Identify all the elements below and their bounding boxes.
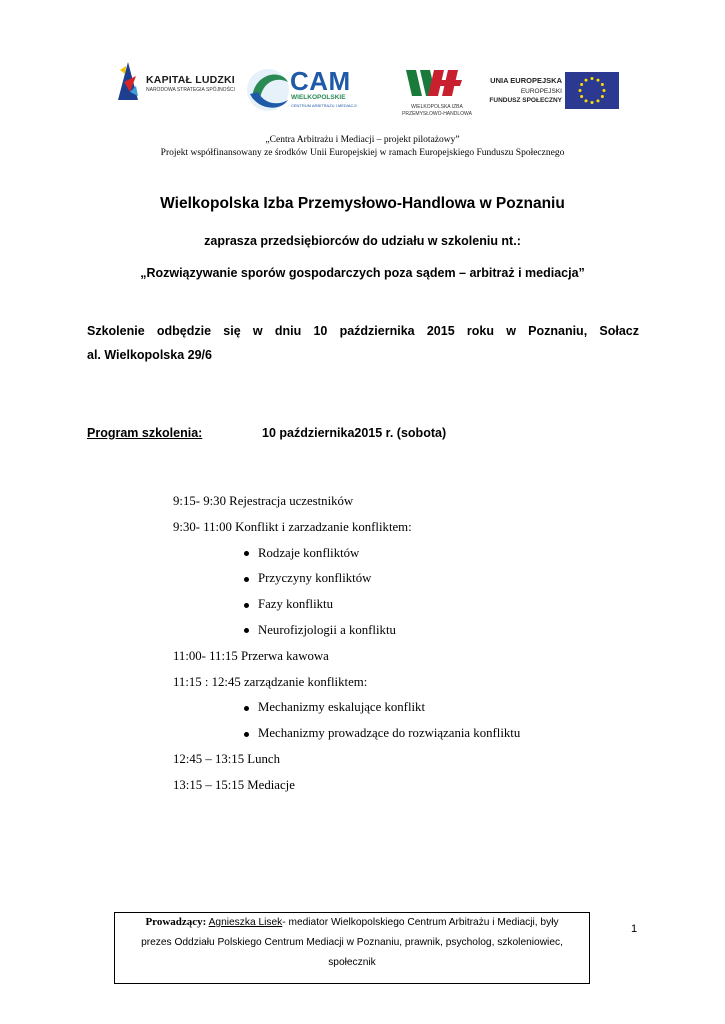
eu-star-icon [579,89,582,92]
agenda-item: 9:30- 11:00 Konflikt i zarzadzanie konfliktem: [173,519,412,534]
program-label: Program szkolenia: [87,426,203,440]
eu-star-icon [580,83,583,86]
agenda-bullet: Mechanizmy eskalujące konflikt [173,698,520,724]
trainer-line1 [115,913,589,933]
kapital-ludzki-subtitle: NARODOWA STRATEGIA SPÓJNOŚCI [146,87,235,93]
wiph-logo [396,66,476,122]
kapital-ludzki-logo [112,60,237,106]
agenda-bullet: Mechanizmy prowadzące do rozwiązania konfliktu [173,724,520,750]
bullet-icon [244,577,249,582]
wiph-name [402,104,472,118]
wiph-line1: WIELKOPOLSKA IZBA [411,104,463,110]
kapital-ludzki-flag-icon [116,62,140,100]
cam-name: CAM [290,66,351,96]
eu-star-icon [601,95,604,98]
agenda-item: 13:15 – 15:15 Mediacje [173,777,295,792]
training-topic: „Rozwiązywanie sporów gospodarczych poza sądem – arbitraż i mediacja” [140,266,585,280]
trainer-line3: społecznik [328,957,376,968]
cofinancing-line: Projekt współfinansowany ze środków Unii Europejskiej w ramach Europejskiego Funduszu Społecznego [160,148,565,158]
kapital-ludzki-name: KAPITAŁ LUDZKI [146,74,235,86]
agenda-list [173,492,520,802]
agenda-item: 11:00- 11:15 Przerwa kawowa [173,648,329,663]
agenda-item: 12:45 – 13:15 Lunch [173,751,280,766]
bullet-icon [244,706,249,711]
eu-star-icon [591,101,594,104]
training-date-line: Szkolenie odbędzie się w dniu 10 października 2015 roku w Poznaniu, Sołacz [87,324,639,338]
agenda-item: 11:15 : 12:45 zarządzanie konfliktem: [173,674,368,689]
eu-star-icon [585,99,588,102]
eu-line1: UNIA EUROPEJSKA [490,76,562,85]
project-name-line: „Centra Arbitrażu i Mediacji – projekt pilotażowy” [265,135,460,145]
eu-star-icon [591,77,594,80]
wiph-mark-icon [396,66,476,102]
page-number: 1 [631,923,638,935]
agenda-bullet: Przyczyny konfliktów [173,569,520,595]
eu-star-icon [597,99,600,102]
eu-line3: FUNDUSZ SPOŁECZNY [489,97,562,104]
training-address-line: al. Wielkopolska 29/6 [87,348,212,362]
agenda-bullet: Neurofizjologii a konfliktu [173,621,520,647]
eu-line2: EUROPEJSKI [520,88,562,95]
eu-star-icon [603,89,606,92]
bullet-icon [244,732,249,737]
agenda-bullet: Rodzaje konfliktów [173,544,520,570]
trainer-info-box [114,912,590,984]
trainer-label: Prowadzący: [145,916,207,928]
eu-star-icon [601,83,604,86]
agenda-item: 9:15- 9:30 Rejestracja uczestników [173,494,354,508]
invitation-line: zaprasza przedsiębiorców do udziału w szkoleniu nt.: [204,234,521,248]
wiph-line2: PRZEMYSŁOWO-HANDLOWA [402,111,472,117]
eu-star-icon [580,95,583,98]
agenda-bullet: Fazy konfliktu [173,595,520,621]
eu-logo-text [484,76,562,104]
cam-subtitle: WIELKOPOLSKIE [291,94,346,101]
cam-logo [246,64,386,116]
eu-flag-icon [565,72,619,109]
bullet-icon [244,603,249,608]
eu-star-icon [585,79,588,82]
document-title: Wielkopolska Izba Przemysłowo-Handlowa w Poznaniu [160,195,565,212]
trainer-name: Agnieszka Lisek [208,917,283,928]
program-date: 10 października2015 r. (sobota) [262,426,447,440]
eu-star-icon [597,79,600,82]
cam-tagline: CENTRUM ARBITRAŻU I MEDIACJI [291,103,357,108]
cam-wave-icon [246,64,292,116]
trainer-desc1: - mediator Wielkopolskiego Centrum Arbitrażu i Mediacji, były [282,917,559,928]
trainer-line2: prezes Oddziału Polskiego Centrum Mediacji w Poznaniu, prawnik, psycholog, szkoleniowiec, [141,937,563,948]
